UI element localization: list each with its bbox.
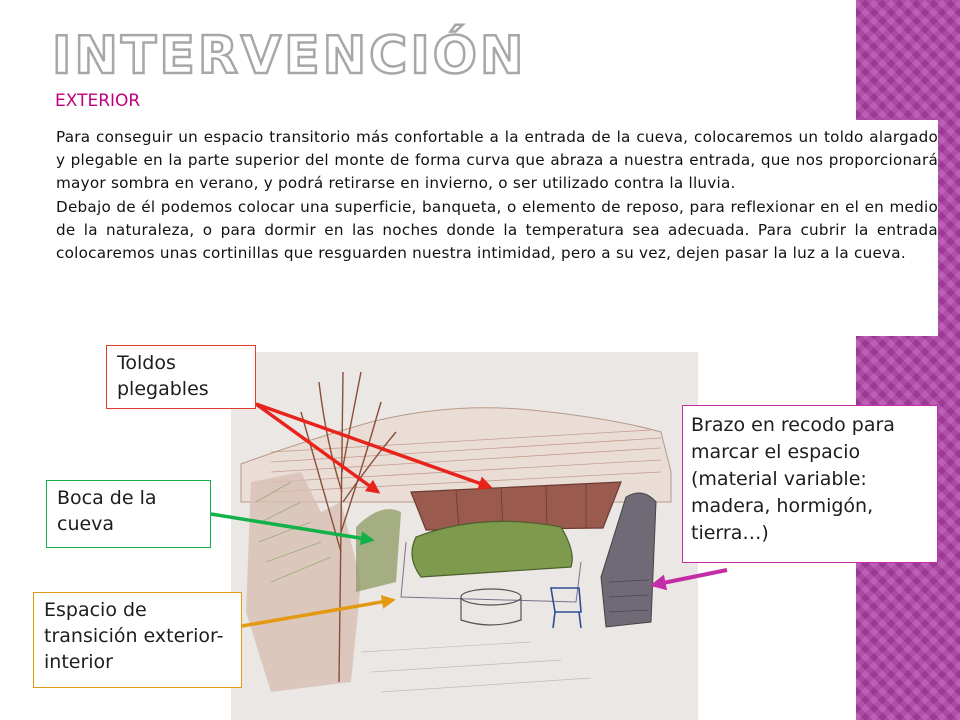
decorative-side-band [856, 0, 960, 720]
body-text-box [46, 120, 938, 336]
label-toldos-plegables: Toldos plegables [106, 345, 256, 409]
label-brazo-en-recodo: Brazo en recodo para marcar el espacio (material variable: madera, hormigón, tierra…) [682, 405, 938, 563]
section-subtitle: EXTERIOR [55, 91, 141, 111]
body-paragraph: Debajo de él podemos colocar una superficie, banqueta, o elemento de reposo, para reflexionar en el en medio de la naturaleza, o para dormir en las noches donde la temperatura sea adecuada. Para cubrir la entrada colocaremos unas cortinillas que resguarden nuestra intimidad, pero a su vez, dejen pasar la luz a la cueva. [56, 197, 938, 263]
slide-title: INTERVENCIÓN [52, 26, 527, 86]
sketch-photo [231, 352, 698, 720]
label-boca-de-la-cueva: Boca de la cueva [46, 480, 211, 548]
body-paragraph: Para conseguir un espacio transitorio más confortable a la entrada de la cueva, colocaremos un toldo alargado y plegable en la parte superior del monte de forma curva que abraza a nuestra entrada, que nos proporcionará mayor sombra en verano, y podrá retirarse en invierno, o ser utilizado contra la lluvia. [56, 128, 938, 193]
label-espacio-de-transicion: Espacio de transición exterior-interior [33, 592, 242, 688]
